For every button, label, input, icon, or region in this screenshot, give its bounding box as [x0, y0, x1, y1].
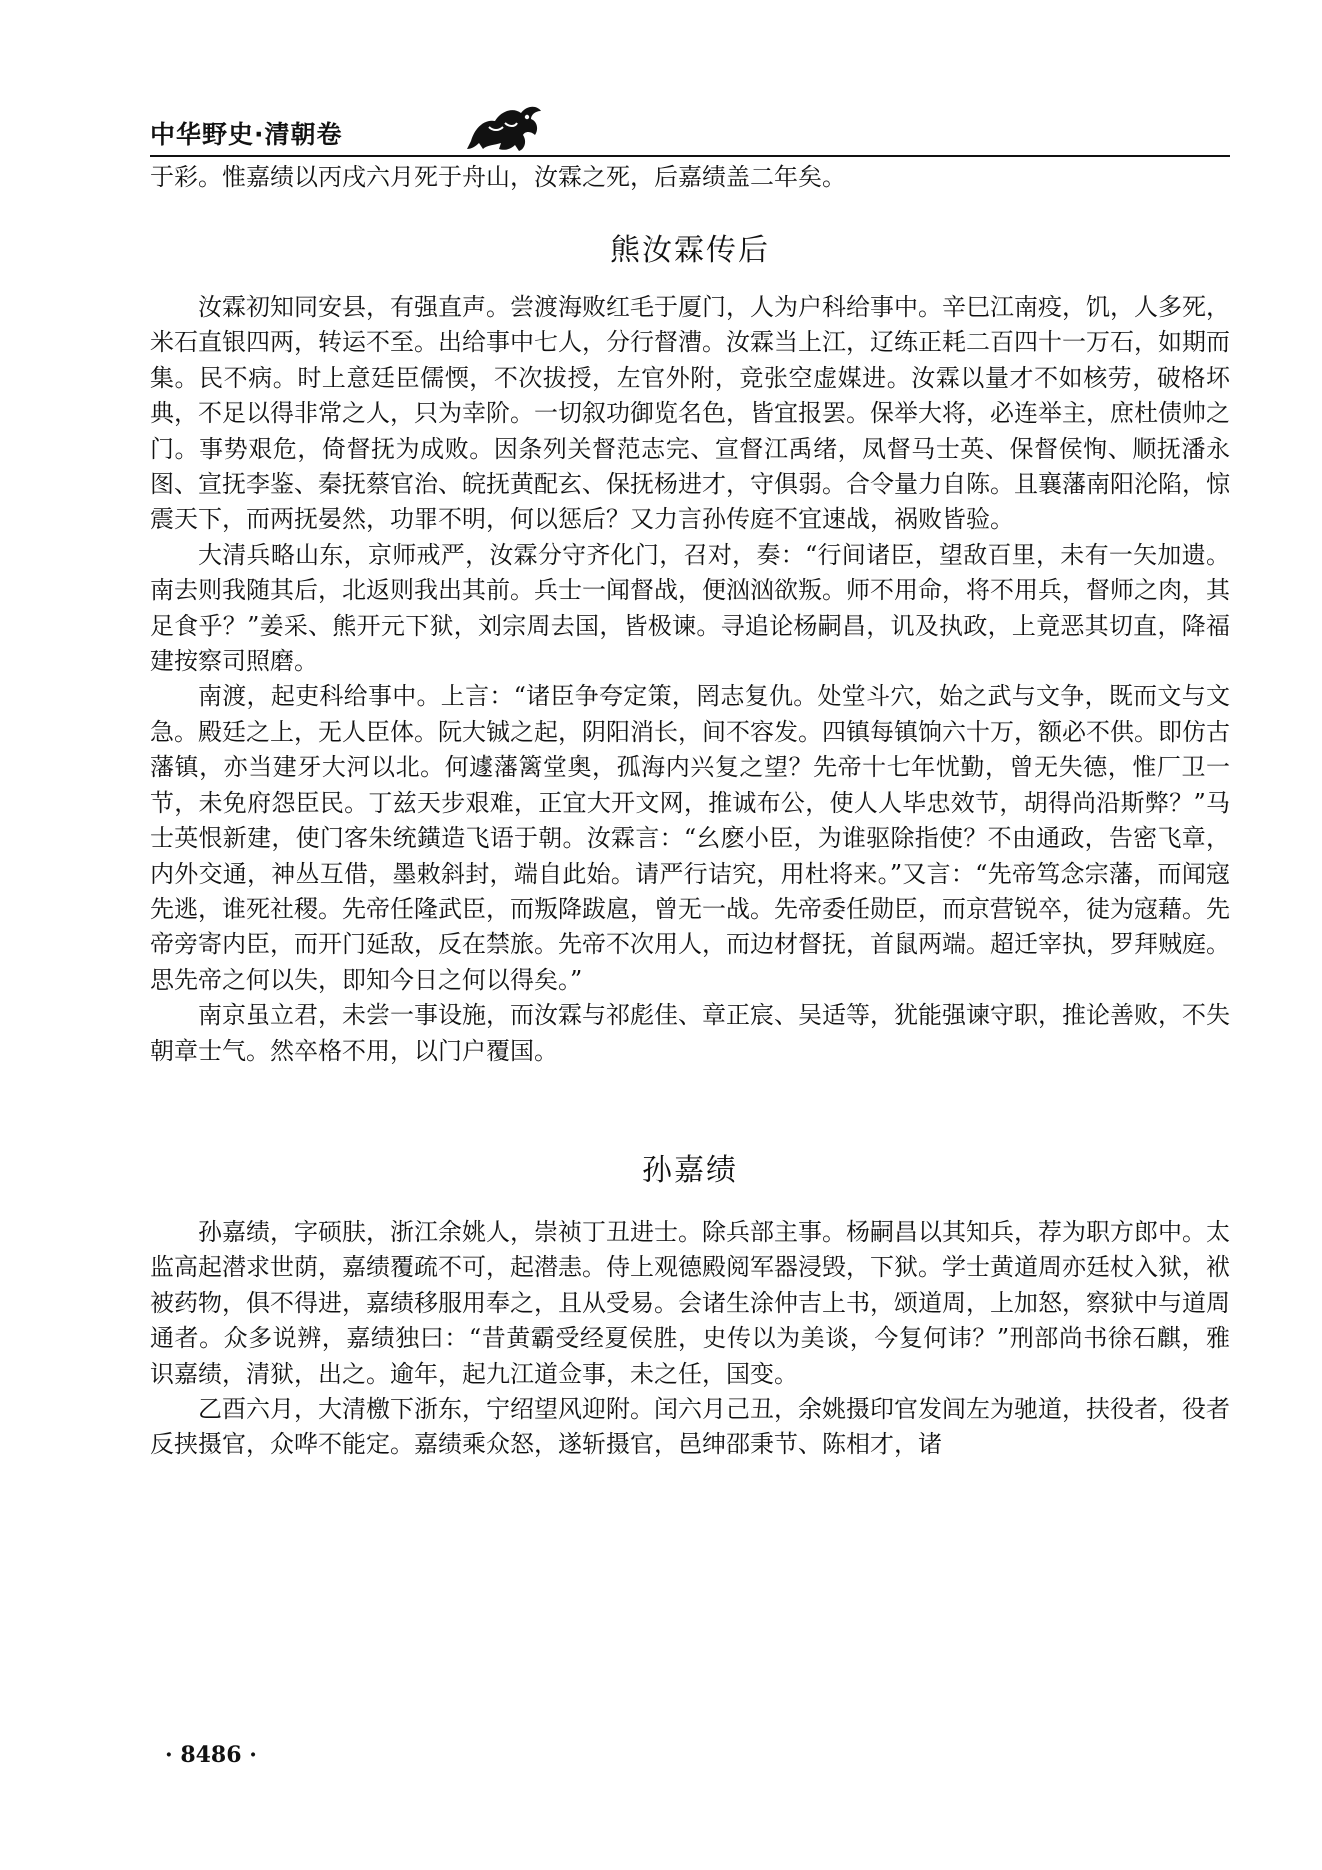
opening-paragraph: 于彩。惟嘉绩以丙戌六月死于舟山，汝霖之死，后嘉绩盖二年矣。: [150, 163, 846, 191]
book-title: 中华野史·清朝卷: [150, 120, 343, 149]
section-title-sun-jiaji: 孙嘉绩: [642, 1153, 738, 1188]
paragraph: 南京虽立君，未尝一事设施，而汝霖与祁彪佳、章正宸、吴适等，犹能强谏守职，推论善败，不失朝章士气。然卒格不用，以门户覆国。: [150, 1001, 1230, 1065]
opening-text: [150, 160, 1230, 195]
section-title-xiong-rulin: 熊汝霖传后: [610, 233, 770, 268]
section-body-xiong-rulin: [150, 290, 1230, 1069]
header-rule: [150, 155, 1230, 157]
paragraph: 南渡，起吏科给事中。上言：“诸臣争夸定策，罔志复仇。处堂斗穴，始之武与文争，既而文与文急。殿廷之上，无人臣体。阮大铖之起，阴阳消长，间不容发。四镇每镇饷六十万，额必不供。即仿古藩镇，亦当建牙大河以北。何遽藩篱堂奥，孤海内兴复之望？先帝十七年忧勤，曾无失德，惟厂卫一节，未免府怨臣民。丁兹天步艰难，正宜大开文网，推诚布公，使人人毕忠效节，胡得尚沿斯弊？”马士英恨新建，使门客朱统鐄造飞语于朝。汝霖言：“幺麽小臣，为谁驱除指使？不由通政，告密飞章，内外交通，神丛互借，墨敕斜封，端自此始。请严行诘究，用杜将来。”又言：“先帝笃念宗藩，而闻寇先逃，谁死社稷。先帝任隆武臣，而叛降跋扈，曾无一战。先帝委任勋臣，而京营锐卒，徒为寇藉。先帝旁寄内臣，而开门延敌，反在禁旅。先帝不次用人，而边材督抚，首鼠两端。超迁宰执，罗拜贼庭。思先帝之何以失，即知今日之何以得矣。”: [150, 682, 1230, 994]
section-body-sun-jiaji: [150, 1215, 1230, 1463]
running-header: [150, 115, 1230, 165]
dragon-emblem-icon: [465, 97, 547, 155]
paragraph: 大清兵略山东，京师戒严，汝霖分守齐化门，召对，奏：“行间诸臣，望敌百里，未有一矢加遗。南去则我随其后，北返则我出其前。兵士一闻督战，便汹汹欲叛。师不用命，将不用兵，督师之肉，其足食乎？”姜采、熊开元下狱，刘宗周去国，皆极谏。寻追论杨嗣昌，讥及执政，上竟恶其切直，降福建按察司照磨。: [150, 540, 1230, 676]
paragraph: 乙酉六月，大清檄下浙东，宁绍望风迎附。闰六月己丑，余姚摄印官发闾左为驰道，扶役者，役者反挟摄官，众哗不能定。嘉绩乘众怒，遂斩摄官，邑绅邵秉节、陈相才，诸: [150, 1395, 1230, 1459]
paragraph: 孙嘉绩，字硕肤，浙江余姚人，崇祯丁丑进士。除兵部主事。杨嗣昌以其知兵，荐为职方郎中。太监高起潜求世荫，嘉绩覆疏不可，起潜恚。侍上观德殿阅军器浸毁，下狱。学士黄道周亦廷杖入狱，袱被药物，俱不得进，嘉绩移服用奉之，且从受易。会诸生涂仲吉上书，颂道周，上加怒，察狱中与道周通者。众多说辨，嘉绩独曰：“昔黄霸受经夏侯胜，史传以为美谈，今复何讳？”刑部尚书徐石麒，雅识嘉绩，清狱，出之。逾年，起九江道佥事，未之任，国变。: [150, 1218, 1230, 1388]
paragraph: 汝霖初知同安县，有强直声。尝渡海败红毛于厦门，人为户科给事中。辛巳江南疫，饥，人多死，米石直银四两，转运不至。出给事中七人，分行督漕。汝霖当上江，辽练正耗二百四十一万石，如期而集。民不病。时上意廷臣儒愞，不次拔授，左官外附，竞张空虚媒进。汝霖以量才不如核劳，破格坏典，不足以得非常之人，只为幸阶。一切叙功御览名色，皆宜报罢。保举大将，必连举主，庶杜债帅之门。事势艰危，倚督抚为成败。因条列关督范志完、宣督江禹绪，凤督马士英、保督侯恂、顺抚潘永图、宣抚李鉴、秦抚蔡官治、皖抚黄配玄、保抚杨进才，守俱弱。合令量力自陈。且襄藩南阳沦陷，惊震天下，而两抚晏然，功罪不明，何以惩后？又力言孙传庭不宜速战，祸败皆验。: [150, 293, 1230, 534]
page-number: · 8486 ·: [165, 1742, 257, 1768]
